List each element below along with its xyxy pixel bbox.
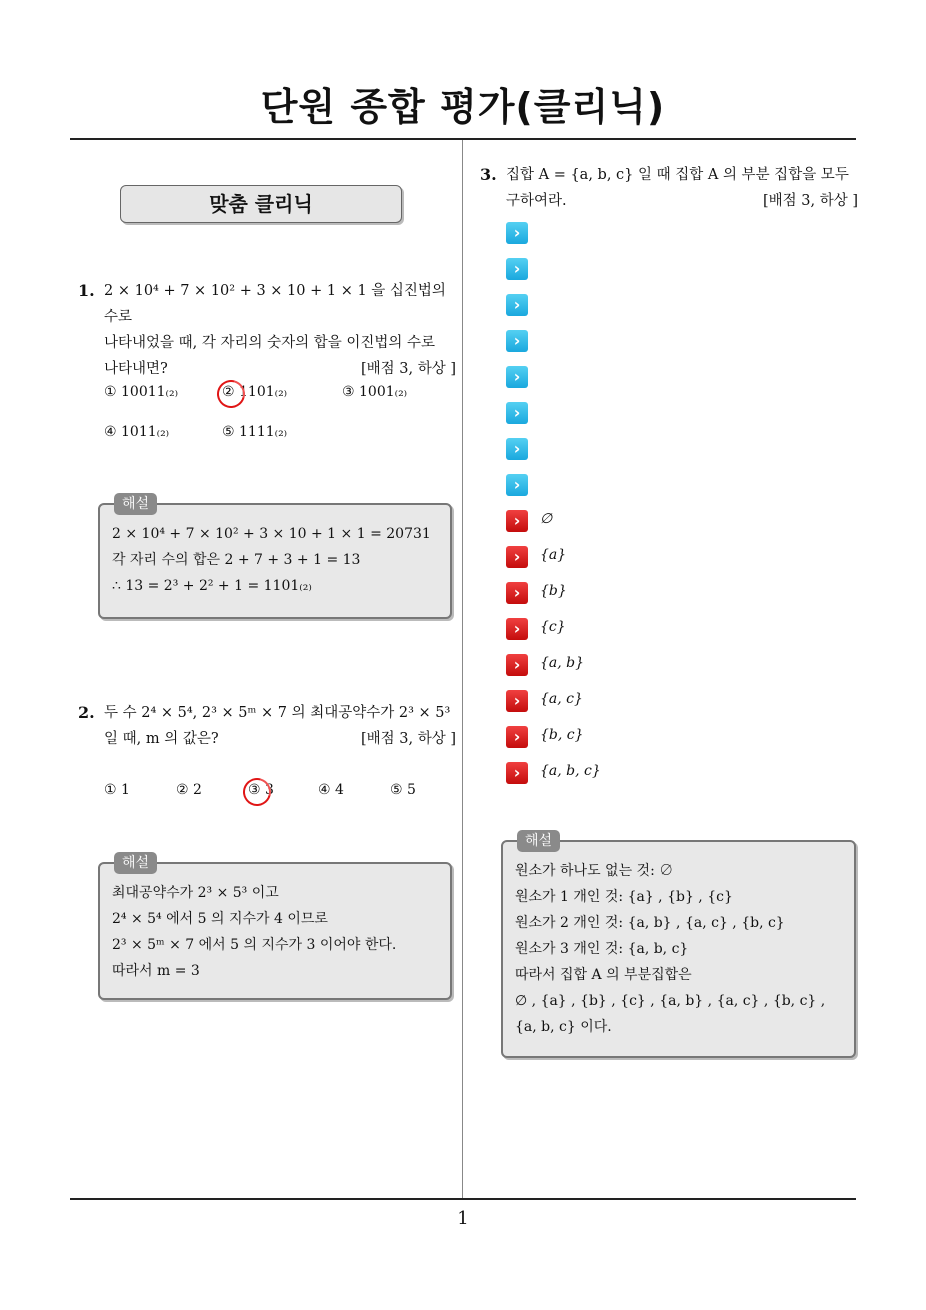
solution-line: 원소가 하나도 없는 것: ∅ (515, 863, 674, 879)
choice-3[interactable]: ③ 1001₍₂₎ (342, 384, 408, 400)
choice-1[interactable]: ① 10011₍₂₎ (104, 384, 179, 400)
question-number: 3. (480, 165, 497, 184)
solution-line: 따라서 m = 3 (112, 963, 200, 979)
chevron-right-icon[interactable]: › (506, 762, 528, 784)
solution-line: 따라서 집합 A 의 부분집합은 (515, 967, 692, 983)
chevron-right-icon[interactable]: › (506, 402, 528, 424)
choice-4[interactable]: ④ 4 (318, 782, 344, 798)
question-line: 2 × 10⁴ + 7 × 10² + 3 × 10 + 1 × 1 을 십진법의 수로 (104, 283, 446, 325)
chevron-right-icon[interactable]: › (506, 618, 528, 640)
answer-text: {a, c} (540, 691, 583, 707)
chevron-right-icon[interactable]: › (506, 294, 528, 316)
solution-line: 2 × 10⁴ + 7 × 10² + 3 × 10 + 1 × 1 = 20731 (112, 526, 431, 542)
solution-line: ∴ 13 = 2³ + 2² + 1 = 1101₍₂₎ (112, 578, 312, 594)
solution-line: 원소가 2 개인 것: {a, b} , {a, c} , {b, c} (515, 915, 785, 931)
question-number: 2. (78, 703, 95, 722)
choices-q1 (104, 384, 408, 440)
chevron-right-icon[interactable]: › (506, 510, 528, 532)
choice-3[interactable]: ③ 3 (248, 782, 274, 798)
column-divider (462, 140, 463, 1200)
choice-1[interactable]: ① 1 (104, 782, 130, 798)
choice-5[interactable]: ⑤ 1111₍₂₎ (222, 424, 288, 440)
solution-line: {a, b, c} 이다. (515, 1019, 612, 1035)
answer-text: {c} (540, 619, 566, 635)
chevron-right-icon[interactable]: › (506, 474, 528, 496)
score-label: [배점 3, 하상 ] (762, 193, 858, 209)
chevron-right-icon[interactable]: › (506, 726, 528, 748)
choice-2[interactable]: ② 1101₍₂₎ (222, 384, 287, 400)
solution-line: 각 자리 수의 합은 2 + 7 + 3 + 1 = 13 (112, 552, 361, 568)
chevron-right-icon[interactable]: › (506, 546, 528, 568)
answer-text: ∅ (540, 511, 553, 527)
choice-2[interactable]: ② 2 (176, 782, 202, 798)
footer-rule (70, 1198, 856, 1200)
choice-5[interactable]: ⑤ 5 (390, 782, 416, 798)
page-number: 1 (457, 1208, 469, 1229)
page-title: 단원 종합 평가(클리닉) (260, 85, 666, 129)
solution-tab: 해설 (114, 493, 157, 515)
solution-box-3 (501, 833, 856, 1058)
answer-text: {b} (540, 583, 567, 599)
chevron-right-icon[interactable]: › (506, 222, 528, 244)
solution-line: 최대공약수가 2³ × 5³ 이고 (112, 885, 279, 901)
solution-box-1 (98, 496, 452, 619)
chevron-right-icon[interactable]: › (506, 690, 528, 712)
solution-line: 2³ × 5ᵐ × 7 에서 5 의 지수가 3 이어야 한다. (112, 937, 397, 953)
answer-text: {a, b} (540, 655, 585, 671)
choices-q2 (104, 782, 416, 798)
solution-line: 2⁴ × 5⁴ 에서 5 의 지수가 4 이므로 (112, 911, 328, 927)
question-line: 집합 A = {a, b, c} 일 때 집합 A 의 부분 집합을 모두 (506, 167, 849, 183)
answer-text: {b, c} (540, 727, 584, 743)
score-label: [배점 3, 하상 ] (360, 361, 456, 377)
question-3 (480, 162, 858, 214)
solution-tab: 해설 (517, 830, 560, 852)
score-label: [배점 3, 하상 ] (360, 731, 456, 747)
question-line: 일 때, m 의 값은? (104, 731, 219, 747)
solution-line: 원소가 1 개인 것: {a} , {b} , {c} (515, 889, 733, 905)
chevron-right-icon[interactable]: › (506, 582, 528, 604)
question-1 (78, 278, 456, 382)
question-line: 나타내면? (104, 361, 168, 377)
choice-4[interactable]: ④ 1011₍₂₎ (104, 424, 170, 440)
chevron-right-icon[interactable]: › (506, 366, 528, 388)
chevron-right-icon[interactable]: › (506, 438, 528, 460)
answer-text: {a, b, c} (540, 763, 601, 779)
solution-line: 원소가 3 개인 것: {a, b, c} (515, 941, 689, 957)
question-2 (78, 700, 456, 752)
question-number: 1. (78, 281, 95, 300)
chevron-right-icon[interactable]: › (506, 258, 528, 280)
solution-tab: 해설 (114, 852, 157, 874)
solution-line: ∅ , {a} , {b} , {c} , {a, b} , {a, c} , {b, c} , (515, 993, 826, 1009)
chevron-right-icon[interactable]: › (506, 654, 528, 676)
question-line: 두 수 2⁴ × 5⁴, 2³ × 5ᵐ × 7 의 최대공약수가 2³ × 5³ (104, 705, 451, 721)
chevron-right-icon[interactable]: › (506, 330, 528, 352)
section-label: 맞춤 클리닉 (120, 185, 402, 223)
selected-answer-circle (238, 773, 276, 811)
solution-box-2 (98, 855, 452, 1000)
question-line: 나타내었을 때, 각 자리의 숫자의 합을 이진법의 수로 (104, 335, 436, 351)
answer-text: {a} (540, 547, 567, 563)
question-line: 구하여라. (506, 193, 567, 209)
